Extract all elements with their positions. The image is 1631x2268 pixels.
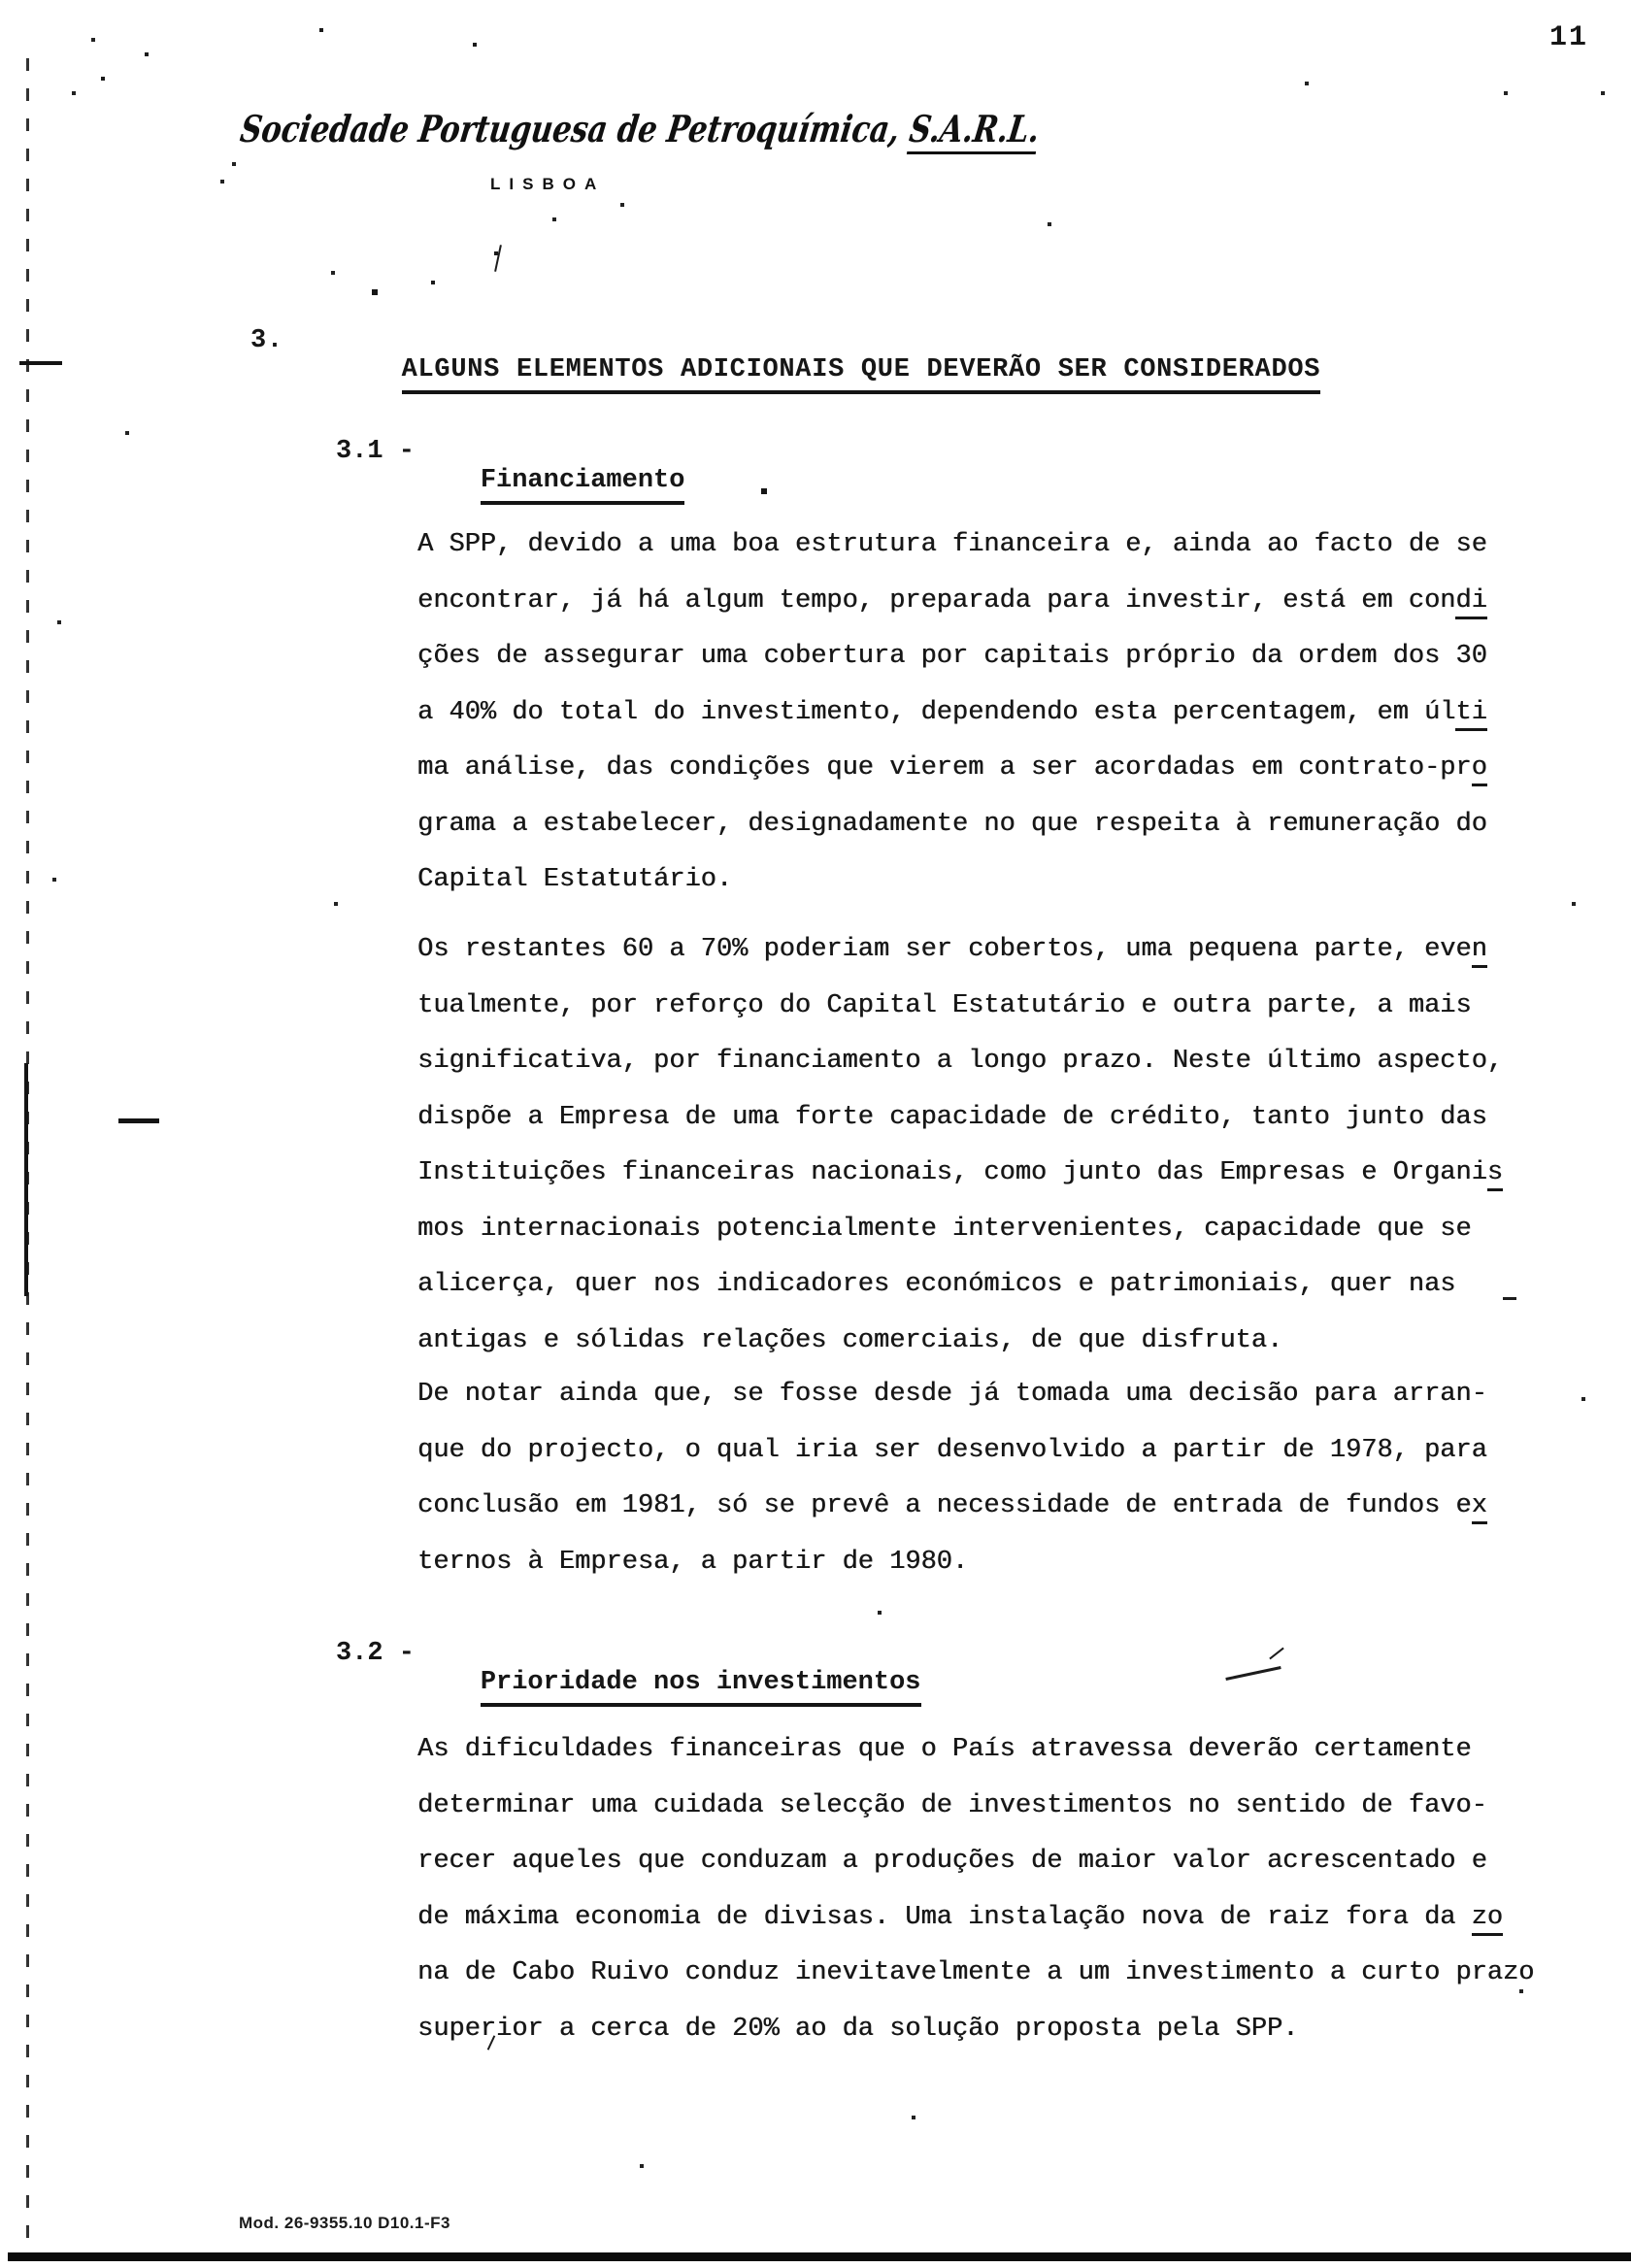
bottom-scan-bar <box>8 2252 1631 2261</box>
text-line: alicerça, quer nos indicadores económicos e patrimoniais, quer nas <box>417 1270 1456 1299</box>
left-margin-dark-segment <box>24 1063 28 1296</box>
subsection-number: 3.1 - <box>336 437 416 466</box>
text-line: ma análise, das condições que vierem a ser acordadas em contrato-pro <box>417 741 1592 797</box>
text-line: Instituições financeiras nacionais, como junto das Empresas e Organis <box>417 1146 1592 1202</box>
text-line: mos internacionais potencialmente intervenientes, capacidade que se <box>417 1214 1472 1244</box>
text-line: As dificuldades financeiras que o País atravessa deverão certamente <box>417 1735 1472 1764</box>
text-line: de máxima economia de divisas. Uma instalação nova de raiz fora da zo <box>417 1890 1592 1947</box>
paragraph <box>417 1722 1592 2057</box>
subsection-title: Prioridade nos investimentos <box>481 1668 921 1707</box>
company-name-script: Sociedade Portuguesa de Petroquímica, <box>237 107 903 150</box>
subsection-number: 3.2 - <box>336 1639 416 1668</box>
letterhead-script <box>238 107 1043 150</box>
text-line: a 40% do total do investimento, dependendo esta percentagem, em últi <box>417 685 1592 742</box>
text-line: Os restantes 60 a 70% poderiam ser cobertos, uma pequena parte, even <box>417 922 1592 979</box>
paragraph <box>417 517 1592 909</box>
text-line: recer aqueles que conduzam a produções de maior valor acrescentado e <box>417 1847 1487 1876</box>
subsection-title: Financiamento <box>481 466 685 505</box>
text-line: na de Cabo Ruivo conduz inevitavelmente a um investimento a curto prazo <box>417 1958 1535 1987</box>
paragraph <box>417 922 1592 1369</box>
section-number: 3. <box>250 326 283 355</box>
paragraph <box>417 1367 1592 1590</box>
text-line: significativa, por financiamento a longo prazo. Neste último aspecto, <box>417 1047 1503 1076</box>
text-line: antigas e sólidas relações comerciais, de que disfruta. <box>417 1325 1283 1355</box>
text-line: ternos à Empresa, a partir de 1980. <box>417 1547 969 1577</box>
text-line: A SPP, devido a uma boa estrutura financeira e, ainda ao facto de se <box>417 530 1487 559</box>
footer-form-code: Mod. 26-9355.10 D10.1-F3 <box>239 2214 450 2232</box>
stray-mark <box>1269 1648 1283 1660</box>
subsection-heading <box>336 1639 921 1736</box>
text-line: tualmente, por reforço do Capital Estatutário e outra parte, a mais <box>417 990 1472 1020</box>
margin-dash <box>19 361 62 365</box>
margin-dash <box>118 1118 159 1123</box>
text-line: ções de assegurar uma cobertura por capitais próprio da ordem dos 30 <box>417 642 1487 671</box>
text-line: encontrar, já há algum tempo, preparada para investir, está em condi <box>417 574 1592 630</box>
stray-mark <box>494 245 502 272</box>
stray-mark <box>1225 1666 1281 1681</box>
text-line: De notar ainda que, se fosse desde já tomada uma decisão para arran- <box>417 1380 1487 1409</box>
section-title: ALGUNS ELEMENTOS ADICIONAIS QUE DEVERÃO SER CONSIDERADOS <box>402 355 1321 394</box>
company-suffix-script: S.A.R.L. <box>907 107 1043 154</box>
text-line: que do projecto, o qual iria ser desenvolvido a partir de 1978, para <box>417 1435 1487 1465</box>
text-line: Capital Estatutário. <box>417 865 733 894</box>
scan-noise <box>0 0 2 2</box>
text-line: superior a cerca de 20% ao da solução proposta pela SPP. <box>417 2014 1299 2044</box>
text-line: dispõe a Empresa de uma forte capacidade de crédito, tanto junto das <box>417 1102 1487 1132</box>
text-line: determinar uma cuidada selecção de investimentos no sentido de favo- <box>417 1790 1487 1820</box>
text-line: conclusão em 1981, só se prevê a necessidade de entrada de fundos ex <box>417 1479 1592 1535</box>
section-heading <box>250 326 1320 423</box>
text-line: grama a estabelecer, designadamente no que respeita à remuneração do <box>417 809 1487 839</box>
letterhead-city: LISBOA <box>490 175 606 193</box>
page-number: 11 <box>1549 21 1589 54</box>
